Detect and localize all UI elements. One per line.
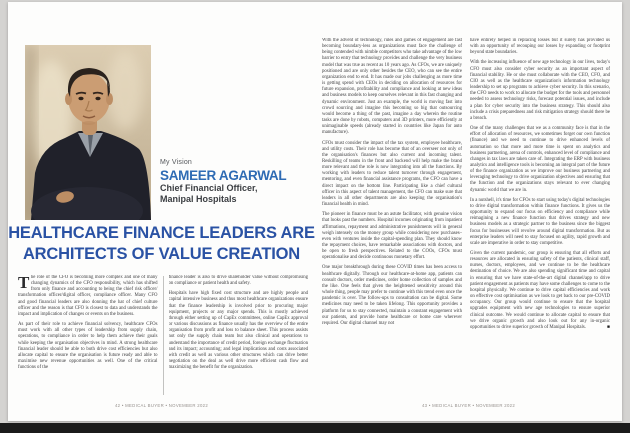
article-paragraph: The pioneer in finance must be an astute facilitator, with genuine vision that looks past the numbers. Hospital incomes originating from inpatient affirmations, repayment and administrative punishments will in general weigh intensely on the money group while considering new purchases–even with ventures inside the capital-spending plan. They should know the repayment choices, have remarkable associations with doctors, and be open to fresh perspectives. Related to the COOs, CFOs must operationalise and decide continuous monetary effort. [322,212,462,261]
article-paragraph: The role of the CFO is becoming more complex and one of many changing dynamics of the CFO responsibility, which has shifted from only finance and accounting to being the chief risk officer/ transformation officer/digital officer, compliance officer. Many CFO and good financial leaders are also donning the hat of chief culture officer and the reason is that CFO is closest to data and understands the impact and implication of changes or events on the business. [18,275,158,317]
headline-line1: HEALTHCARE FINANCE LEADERS ARE [8,224,315,242]
right-page [315,2,622,421]
article-paragraph: In a nutshell, it's time for CFOs to start using today's digital technologies to drive digital transformation within finance functions. It gives us the opportunity to expand our focus on efficiency and compliance while reimagining a new finance function that drives strategy and new business models as a strategic partner to the business since the biggest focus for businesses will revolve around digital transformation. But as enterprise leaders will need to stay focused on agility, rapid growth and scale are imperative in order to stay competitive. [470,197,610,246]
drop-cap: T [18,275,30,292]
right-page-column-1 [322,38,462,396]
right-page-footer: 43 • MEDICAL BUYER • NOVEMBER 2022 [421,403,516,408]
article-paragraph: With the advent of technology, rules and games of engagement are fast becoming boundary-less as organizations must face the challenge of being contended with nimble competitors who take advantage of the low barrier to entry that technology provides and challenge the very business model that was true as recent as 10 years ago. As CFOs, we are uniquely positioned and are only other besides the CEO, who can see the entire organization end to end. It has made our jobs challenging as more time is getting spend with CEOs in deciding on allocation of resources for future expansion, profitability and compliance and looking at new ideas and business models to keep ourselves relevant in this fast changing and dynamic environment. Just an example, the world is moving fast into crowd sourcing and imagine this becoming so big that outsourcing would become a thing of the past, imagine a day wherein the routine tasks are done by robots, computers and 3D printers, more efficiently at unimaginable speeds (already started in countries like Japan for auto manufacture). [322,38,462,136]
right-page-body [322,38,610,396]
author-role-line1: Chief Financial Officer, [160,183,258,193]
article-paragraph: CFOs must consider the impact of the tax system, employee healthcare, and utility costs. Their role has become that of an overseer not only of the organisation's finances but also current and incoming talent. Reskilling of teams in the front and backend will help make the brand more relevant and the role is now integrating into all the functions. By working with leaders to reduce talent turnover through engagement, mentoring, and even financial assistance programs, the CFO can have a direct impact on the bottom line. Participating like a chief cultural officer in this aspect of talent management, the CFO can make sure that leaders in all other departments are also keeping the organisation's financial health in mind. [322,140,462,208]
left-page-body [18,275,308,395]
portrait-photo [25,45,151,220]
article-paragraph: Given the current pandemic, our group is ensuring that all efforts and resources are allocated in ensuring safety of the patients, clinical staff, nurses, doctors, employees, and we continue to be the healthcare destination of choice. We are also spending significant time and capital in ensuring that we have state-of-the-art digital channel/app to drive patient engagement as patients may have some challenges to come to the hospital physically. We continue to drive capital efficiencies and work on effective cost optimisation as we look to get back to our pre-COVID occupancy. Our group would continue to ensure that the hospital upgrades equipment with new age technologies to ensure superior clinical outcome. We would continue to allocate capital to ensure that we drive organic growth and also look out for any in-organic opportunities to drive superior growth of Manipal Hospitals. ■ [470,251,610,330]
article-paragraph: As part of their role to achieve financial solvency, healthcare CFOs must work with all other types of leadership from supply chain, operations, to compliance in order to help them achieve their goals while keeping the organisation objectives in mind. A strong healthcare financial leader should be able to both drive cost efficiencies but also allocate capital to ensure the organisation is future ready and able to maximise new revenue opportunities as well. One of the critical functions of the [18,322,158,371]
left-page [8,2,315,421]
portrait-illustration [25,45,151,220]
author-name: SAMEER AGARWAL [160,168,287,183]
headline-line2: ARCHITECTS OF VALUE CREATION [22,244,301,263]
left-page-column-2 [169,275,309,395]
article-paragraph: With the increasing influence of new age technology in our lives, today's CFO must also consider cyber security as an important aspect of financial stability. He or she must collaborate with the CEO, CFO, and CIO as well as the healthcare organization's information technology leadership to set up programs to achieve cyber security. In this scenario, the CFO needs to work to allocate the budget for the tools and personnel needed to assess technology risks, forecast potential issues, and include a plan for cyber security into the business strategy. This should also include a crisis preparedness and risk mitigation strategy should there be a breach. [470,60,610,121]
author-block [160,159,308,205]
kicker: My Vision [160,159,193,166]
article-paragraph: have entirely helped in replacing losses but it surely has provided us with an opportunity of recouping our losses by expanding or footprint beyond state boundaries. [470,38,610,56]
right-page-column-2 [470,38,610,396]
article-paragraph: Hospitals have high fixed cost structure and are highly people and capital intensive business and thus most healthcare organizations ensure that the finance leadership is involved prior to procuring major equipment, projects or any major spends. This is mostly achieved through either setting up of CapEx committees, online CapEx approval or various discussions as finance usually has the overview of the entire organisation from profit and loss to balance sheet. This process assists not only the supply chain team but also clinical and operations to understand the importance of credit period, foreign exchange fluctuation and its impact; accounting; and legal implications and costs associated with credit as well as various other structures which can drive better negotiation on the deal as well drive more efficient cash flow and maximizing the benefit for the organization. [168,291,308,371]
article-paragraph: One major breakthrough during these COVID times has been access to healthcare digitally. Through our healthcare-at-home app, patients can consult doctors, order medicines, order home collection of samples and the like. One feels that given the heightened sensitivity around this whole thing, people may prefer to continue with this trend even once the pandemic is over. The follow-ups to consultation can be digital. Some medicines may need to be taken lifelong. This opportunity provides a platform for us to stay connected, maintain a constant engagement with our patients, and provide home healthcare or home care wherever required. Our digital channel may not [322,265,462,326]
article-paragraph: One of the many challenges that we as a community face is that in the effort of allocation of resources, we sometimes forget our own function (finance) and we need to continue to drive enhanced levels of automation so that more and more time is spent on analytics and business partnering, arena of controls, enhanced level of compliance and changes in tax laws are taken care of. Integrating the ERP with business analytics and intelligence tools is becoming an integral part of the future of the finance organization as we improve our business partnering and leveraging technology to drive organization objectives and ensuring that the function and the organizations stays relevant to ever changing dynamic world that we are in. [470,126,610,193]
left-page-column-1 [18,275,158,395]
headline [8,223,315,264]
author-role-line2: Manipal Hospitals [160,194,237,204]
bottom-bar [0,423,630,433]
left-page-footer: 42 • MEDICAL BUYER • NOVEMBER 2022 [114,403,209,408]
column-divider [163,276,164,395]
article-paragraph: finance leader is also to drive shareholder value without compromising on compliance or patient health and safety. [168,275,308,287]
magazine-spread [8,2,622,421]
column-gap [462,38,470,396]
end-mark: ■ [607,324,610,330]
